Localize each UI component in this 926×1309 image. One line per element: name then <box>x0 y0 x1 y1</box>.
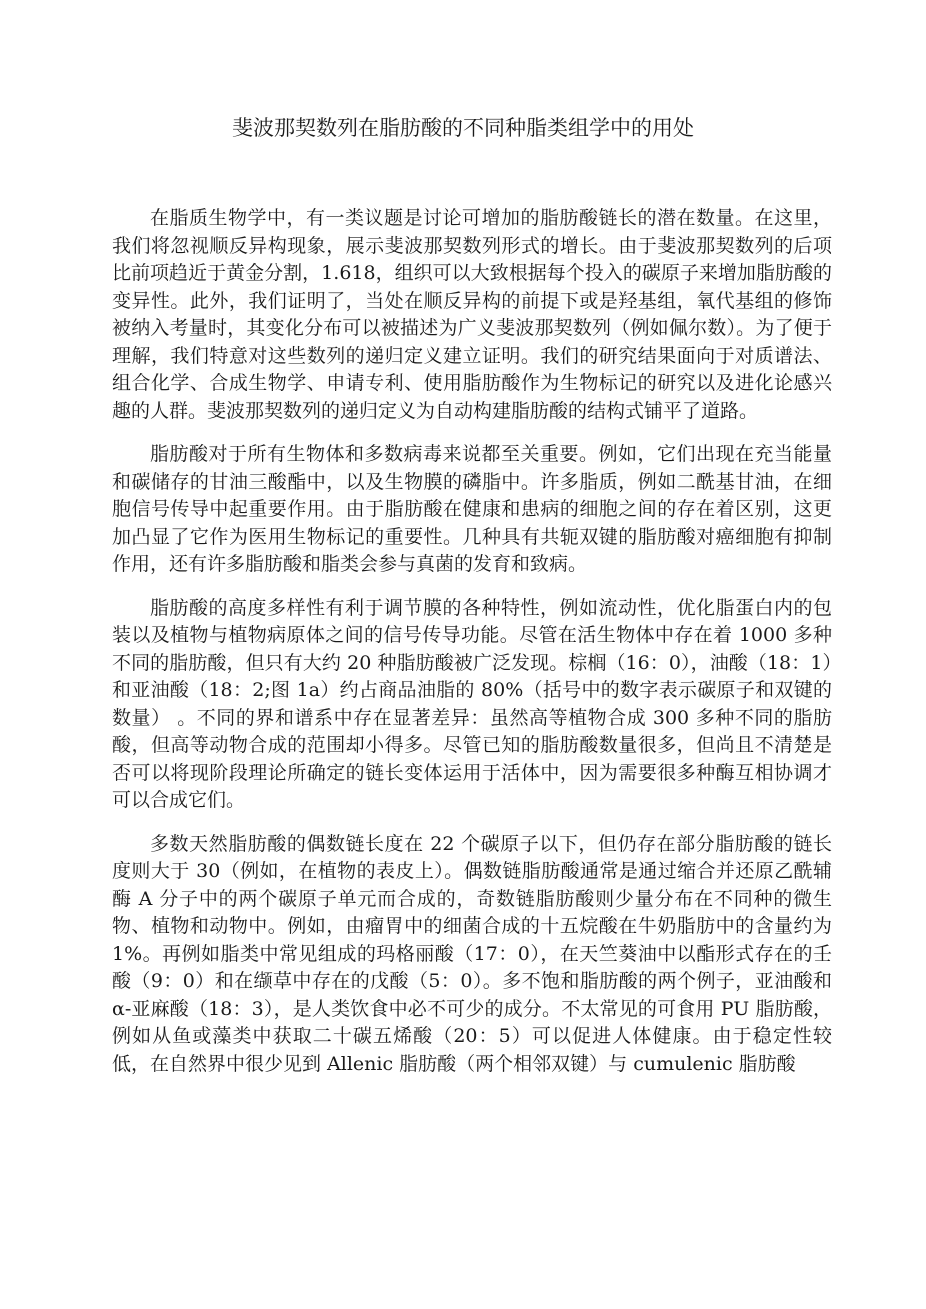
document-body <box>112 205 832 1094</box>
document-title: 斐波那契数列在脂肪酸的不同种脂类组学中的用处 <box>232 116 694 140</box>
paragraph-1: 在脂质生物学中，有一类议题是讨论可增加的脂肪酸链长的潜在数量。在这里，我们将忽视顺反异构现象，展示斐波那契数列形式的增长。由于斐波那契数列的后项比前项趋近于黄金分割，1.618，组织可以大致根据每个投入的碳原子来增加脂肪酸的变异性。此外，我们证明了，当处在顺反异构的前提下或是羟基组，氧代基组的修饰被纳入考量时，其变化分布可以被描述为广义斐波那契数列（例如佩尔数）。为了便于理解，我们特意对这些数列的递归定义建立证明。我们的研究结果面向于对质谱法、组合化学、合成生物学、申请专利、使用脂肪酸作为生物标记的研究以及进化论感兴趣的人群。斐波那契数列的递归定义为自动构建脂肪酸的结构式铺平了道路。 <box>112 207 832 422</box>
paragraph-3: 脂肪酸的高度多样性有利于调节膜的各种特性，例如流动性，优化脂蛋白内的包装以及植物与植物病原体之间的信号传导功能。尽管在活生物体中存在着 1000 多种不同的脂肪酸，但只有大约 20 种脂肪酸被广泛发现。棕榈（16：0），油酸（18：1）和亚油酸（18：2;图 1a）约占商品油脂的 80%（括号中的数字表示碳原子和双键的数量） 。不同的界和谱系中存在显著差异：虽然高等植物合成 300 多种不同的脂肪酸，但高等动物合成的范围却小得多。尽管已知的脂肪酸数量很多，但尚且不清楚是否可以将现阶段理论所确定的链长变体运用于活体中，因为需要很多种酶互相协调才可以合成它们。 <box>112 596 832 811</box>
paragraph-4: 多数天然脂肪酸的偶数链长度在 22 个碳原子以下，但仍存在部分脂肪酸的链长度则大于 30（例如，在植物的表皮上）。偶数链脂肪酸通常是通过缩合并还原乙酰辅酶 A 分子中的两个碳原子单元而合成的，奇数链脂肪酸则少量分布在不同种的微生物、植物和动物中。例如，由瘤胃中的细菌合成的十五烷酸在牛奶脂肪中的含量约为 1%。再例如脂类中常见组成的玛格丽酸（17：0），在天竺葵油中以酯形式存在的壬酸（9：0）和在缬草中存在的戊酸（5：0）。多不饱和脂肪酸的两个例子，亚油酸和α-亚麻酸（18：3），是人类饮食中必不可少的成分。不太常见的可食用 PU 脂肪酸，例如从鱼或藻类中获取二十碳五烯酸（20：5）可以促进人体健康。由于稳定性较低，在自然界中很少见到 Allenic 脂肪酸（两个相邻双键）与 cumulenic 脂肪酸 <box>112 832 832 1075</box>
paragraph-2: 脂肪酸对于所有生物体和多数病毒来说都至关重要。例如，它们出现在充当能量和碳储存的甘油三酸酯中，以及生物膜的磷脂中。许多脂质，例如二酰基甘油，在细胞信号传导中起重要作用。由于脂肪酸在健康和患病的细胞之间的存在着区别，这更加凸显了它作为医用生物标记的重要性。几种具有共轭双键的脂肪酸对癌细胞有抑制作用，还有许多脂肪酸和脂类会参与真菌的发育和致病。 <box>112 443 832 575</box>
